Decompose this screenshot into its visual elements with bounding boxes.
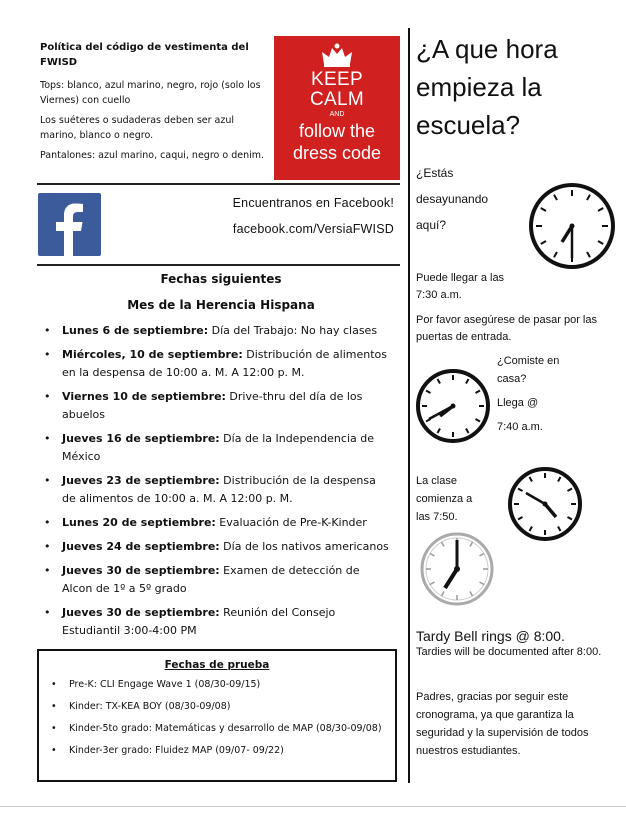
dress-code-sweaters: Los suéteres o sudaderas deben ser azul marino, blanco o negro. [40,115,235,141]
entrance-note: Por favor asegúrese de pasar por las puertas de entrada. [416,314,597,343]
list-item: • Miércoles, 10 de septiembre: Distribución de alimentos en la despensa de 10:00 a. M. A 12:00 p. M. [40,346,390,382]
clock-icon [526,180,618,276]
list-item: • Kinder-5to grado: Matemáticas y desarrollo de MAP (08/30-09/08) [47,721,395,736]
keep-calm-poster [274,36,400,180]
facebook-link[interactable]: facebook.com/VersiaFWISD [232,222,394,236]
dress-code-tops: Tops: blanco, azul marino, negro, rojo (solo los Viernes) con cuello [40,80,261,106]
arrival-time: Puede llegar a las 7:30 a.m. [416,272,505,301]
upcoming-title: Fechas siguientes [160,272,282,286]
dress-code-pants: Pantalones: azul marino, caqui, negro o denim. [40,150,265,161]
hispanic-heritage-subtitle: Mes de la Herencia Hispana [127,298,315,312]
test-list [39,677,395,758]
tardy-bell: Tardy Bell rings @ 8:00. [416,628,565,644]
and-text: AND [329,111,345,118]
crown-icon [274,42,400,70]
tardy-note: Tardies will be documented after 8:00. [416,646,602,658]
list-item: • Viernes 10 de septiembre: Drive-thru del día de los abuelos [40,388,390,424]
column-divider [408,28,410,783]
schedule-title: ¿A que hora empieza la escuela? [416,34,558,140]
list-item: • Jueves 23 de septiembre: Distribución de la despensa de alimentos de 10:00 a. M. A 12:00 p. M. [40,472,390,508]
keep-text: KEEP [311,69,363,90]
calm-text: CALM [310,89,364,110]
page-bottom-border [0,806,626,807]
clock-icon [506,465,584,547]
test-dates-box [37,649,397,782]
divider [37,264,400,266]
list-item: • Pre-K: CLI Engage Wave 1 (08/30-09/15) [47,677,395,692]
class-start: La clase comienza a las 7:50. [416,475,473,523]
list-item: • Kinder: TX-KEA BOY (08/30-09/08) [47,699,395,714]
divider [37,183,400,185]
ate-question: ¿Comiste en casa? Llega @ 7:40 a.m. [497,355,560,433]
list-item: • Jueves 16 de septiembre: Día de la Independencia de México [40,430,390,466]
list-item: • Kinder-3er grado: Fluidez MAP (09/07- 09/22) [47,743,395,758]
list-item: • Lunes 20 de septiembre: Evaluación de Pre-K-Kinder [40,514,390,532]
list-item: • Jueves 30 de septiembre: Examen de detección de Alcon de 1º a 5º grado [40,562,390,598]
clock-icon [414,367,492,449]
parents-thanks: Padres, gracias por seguir este cronograma, ya que garantiza la seguridad y la supervisión de todos nuestros estudiantes. [416,691,589,757]
list-item: • Lunes 6 de septiembre: Día del Trabajo: No hay clases [40,322,390,340]
follow-text: follow the [298,121,376,141]
clock-icon [418,530,496,612]
dress-code-title: Política del código de vestimenta del FWISD [40,42,249,68]
facebook-prompt: Encuentranos en Facebook! [232,196,394,210]
test-dates-title: Fechas de prueba [164,659,270,671]
facebook-icon[interactable] [38,193,101,256]
list-item: • Jueves 30 de septiembre: Reunión del Consejo Estudiantil 3:00-4:00 PM [40,604,390,640]
list-item: • Jueves 24 de septiembre: Día de los nativos americanos [40,538,390,556]
dress-code-text: dress code [292,143,382,163]
event-list [40,322,390,646]
breakfast-question: ¿Estás desayunando aquí? [416,166,489,232]
